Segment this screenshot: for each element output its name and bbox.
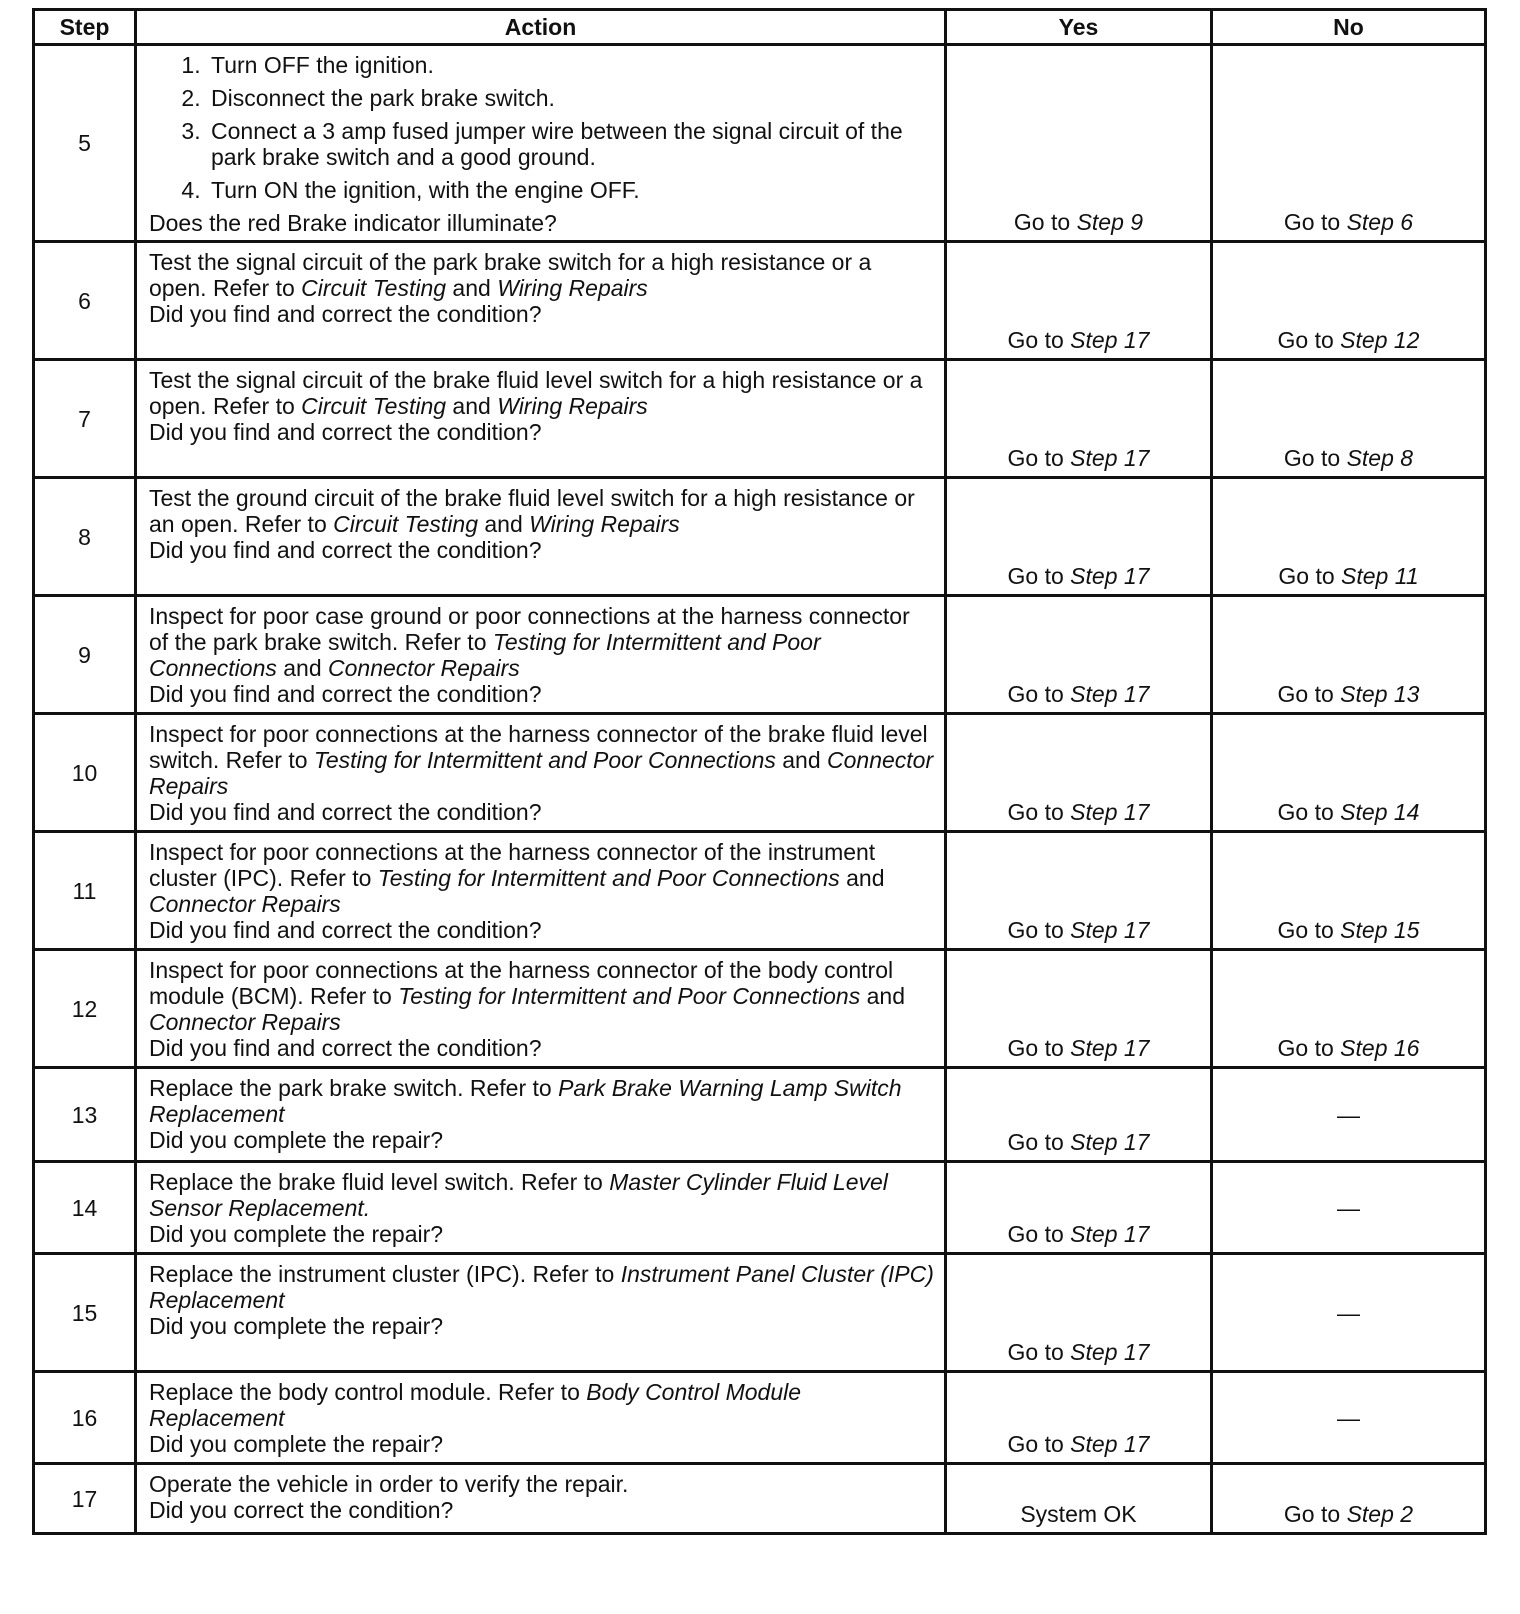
table-row: [34, 714, 1486, 832]
yes-outcome: [946, 1372, 1212, 1464]
header-action: Action: [136, 10, 946, 45]
instruction-text: Test the signal circuit of the brake fluid level switch for a high resistance or a open. Refer to: [149, 367, 923, 419]
action-instruction: [149, 249, 934, 301]
step-number: 12: [34, 950, 136, 1068]
instruction-text: and: [276, 655, 329, 681]
action-content: [149, 603, 934, 707]
reference-link-text: Master Cylinder Fluid Level Sensor Replacement.: [149, 1169, 888, 1221]
header-yes: Yes: [946, 10, 1212, 45]
reference-link-text: Circuit Testing: [333, 511, 478, 537]
action-instruction: [149, 603, 934, 681]
goto-step-reference: Step 9: [1076, 209, 1144, 235]
instruction-text: Inspect for poor connections at the harness connector of the body control module (BCM). Refer to: [149, 957, 894, 1009]
action-cell: [136, 360, 946, 478]
action-cell: [136, 242, 946, 360]
action-question: Did you complete the repair?: [149, 1431, 444, 1457]
header-step: Step: [34, 10, 136, 45]
action-cell: [136, 45, 946, 242]
no-outcome: [1212, 1464, 1486, 1534]
action-question: Did you find and correct the condition?: [149, 537, 542, 563]
goto-prefix: Go to: [1007, 327, 1071, 353]
goto-prefix: Go to: [1283, 445, 1347, 471]
action-content: [149, 1075, 934, 1153]
goto-step-reference: Step 17: [1070, 563, 1150, 589]
yes-outcome: [946, 360, 1212, 478]
no-outcome: [1212, 1068, 1486, 1162]
reference-link-text: Testing for Intermittent and Poor Connections: [398, 983, 861, 1009]
goto-step-reference: Step 17: [1070, 799, 1150, 825]
yes-outcome: [946, 45, 1212, 242]
step-number: 5: [34, 45, 136, 242]
action-instruction: [149, 721, 934, 799]
action-content: [149, 485, 934, 563]
no-outcome: [1212, 242, 1486, 360]
goto-prefix: Go to: [1007, 1035, 1071, 1061]
instruction-text: Inspect for poor connections at the harness connector of the brake fluid level switch. Refer to: [149, 721, 928, 773]
action-question: Did you find and correct the condition?: [149, 681, 542, 707]
action-content: [149, 367, 934, 445]
table-body: [34, 45, 1486, 1534]
no-outcome: [1212, 360, 1486, 478]
table-row: [34, 1464, 1486, 1534]
goto-prefix: Go to: [1007, 1339, 1071, 1365]
action-question: Does the red Brake indicator illuminate?: [149, 210, 557, 236]
action-question: Did you complete the repair?: [149, 1127, 444, 1153]
reference-link-text: Testing for Intermittent and Poor Connections: [313, 747, 776, 773]
no-outcome: [1212, 1372, 1486, 1464]
step-number: 6: [34, 242, 136, 360]
goto-prefix: Go to: [1007, 445, 1071, 471]
goto-step-reference: Step 16: [1340, 1035, 1420, 1061]
no-outcome: [1212, 950, 1486, 1068]
table-row: [34, 478, 1486, 596]
action-question: Did you find and correct the condition?: [149, 301, 542, 327]
goto-prefix: Go to: [1007, 681, 1071, 707]
goto-prefix: Go to: [1283, 209, 1347, 235]
goto-prefix: Go to: [1007, 1431, 1071, 1457]
table-row: [34, 596, 1486, 714]
numbered-step-item: 3. Connect a 3 amp fused jumper wire between the signal circuit of the park brake switch and a good ground.: [207, 118, 934, 170]
goto-prefix: Go to: [1007, 1129, 1071, 1155]
action-question: Did you correct the condition?: [149, 1497, 454, 1523]
action-question: Did you find and correct the condition?: [149, 799, 542, 825]
step-number: 11: [34, 832, 136, 950]
action-cell: [136, 1068, 946, 1162]
reference-link-text: Connector Repairs: [149, 747, 934, 799]
numbered-step-item: 4. Turn ON the ignition, with the engine OFF.: [207, 177, 934, 203]
goto-step-reference: Step 17: [1070, 1431, 1150, 1457]
reference-link-text: Body Control Module Replacement: [149, 1379, 802, 1431]
yes-outcome: [946, 596, 1212, 714]
action-question: Did you complete the repair?: [149, 1313, 444, 1339]
instruction-text: Test the ground circuit of the brake fluid level switch for a high resistance or an open. Refer to: [149, 485, 915, 537]
goto-prefix: Go to: [1277, 917, 1341, 943]
action-cell: [136, 478, 946, 596]
instruction-text: and: [839, 865, 885, 891]
goto-prefix: Go to: [1277, 799, 1341, 825]
goto-prefix: Go to: [1277, 1035, 1341, 1061]
goto-step-reference: Step 17: [1070, 327, 1150, 353]
action-instruction: [149, 957, 934, 1035]
step-number: 10: [34, 714, 136, 832]
action-instruction: [149, 839, 934, 917]
table-row: [34, 242, 1486, 360]
reference-link-text: Wiring Repairs: [497, 275, 648, 301]
action-question: Did you find and correct the condition?: [149, 1035, 542, 1061]
table-row: [34, 832, 1486, 950]
table-row: [34, 1372, 1486, 1464]
table-row: [34, 1254, 1486, 1372]
reference-link-text: Testing for Intermittent and Poor Connections: [377, 865, 840, 891]
goto-step-reference: Step 17: [1070, 1339, 1150, 1365]
action-instruction: [149, 1379, 934, 1431]
goto-prefix: Go to: [1277, 327, 1341, 353]
action-content: [149, 1169, 934, 1247]
reference-link-text: Connector Repairs: [328, 655, 520, 681]
action-instruction: [149, 1075, 934, 1127]
yes-outcome: [946, 242, 1212, 360]
reference-link-text: Instrument Panel Cluster (IPC) Replacement: [149, 1261, 934, 1313]
action-content: [149, 839, 934, 943]
step-number: 7: [34, 360, 136, 478]
no-outcome: [1212, 1254, 1486, 1372]
goto-step-reference: Step 17: [1070, 1129, 1150, 1155]
action-content: [149, 249, 934, 327]
header-no: No: [1212, 10, 1486, 45]
goto-step-reference: Step 17: [1070, 1221, 1150, 1247]
step-number: 14: [34, 1162, 136, 1254]
instruction-text: Inspect for poor connections at the harness connector of the instrument cluster (IPC). Refer to: [149, 839, 876, 891]
action-cell: [136, 1464, 946, 1534]
action-cell: [136, 1372, 946, 1464]
numbered-steps: [149, 52, 934, 210]
yes-outcome: [946, 1162, 1212, 1254]
action-instruction: [149, 1471, 934, 1497]
yes-outcome: [946, 1464, 1212, 1534]
goto-step-reference: Step 2: [1346, 1501, 1414, 1527]
action-instruction: [149, 367, 934, 419]
goto-prefix: Go to: [1278, 563, 1342, 589]
yes-outcome: [946, 950, 1212, 1068]
action-cell: [136, 950, 946, 1068]
goto-step-reference: Step 17: [1070, 445, 1150, 471]
action-cell: [136, 832, 946, 950]
not-applicable-dash: —: [1337, 1404, 1360, 1431]
instruction-text: Replace the brake fluid level switch. Refer to: [149, 1169, 610, 1195]
numbered-step-item: 2. Disconnect the park brake switch.: [207, 85, 934, 111]
action-content: [149, 1261, 934, 1339]
action-content: [149, 1379, 934, 1457]
instruction-text: Test the signal circuit of the park brake switch for a high resistance or a open. Refer to: [149, 249, 872, 301]
action-cell: [136, 1254, 946, 1372]
step-number: 17: [34, 1464, 136, 1534]
reference-link-text: Circuit Testing: [301, 275, 447, 301]
table-row: [34, 360, 1486, 478]
yes-outcome: [946, 1068, 1212, 1162]
action-content: [149, 957, 934, 1061]
action-question: Did you find and correct the condition?: [149, 917, 542, 943]
yes-outcome: [946, 832, 1212, 950]
goto-step-reference: Step 8: [1346, 445, 1414, 471]
goto-prefix: Go to: [1007, 917, 1071, 943]
action-instruction: [149, 1169, 934, 1221]
step-number: 9: [34, 596, 136, 714]
reference-link-text: Testing for Intermittent and Poor Connections: [149, 629, 821, 681]
action-content: [149, 721, 934, 825]
step-number: 13: [34, 1068, 136, 1162]
action-question: Did you complete the repair?: [149, 1221, 444, 1247]
action-content: [149, 1471, 934, 1523]
instruction-text: Replace the park brake switch. Refer to: [149, 1075, 559, 1101]
goto-prefix: Go to: [1007, 799, 1071, 825]
no-outcome: [1212, 478, 1486, 596]
instruction-text: and: [775, 747, 828, 773]
table-row: [34, 45, 1486, 242]
yes-outcome: [946, 478, 1212, 596]
goto-step-reference: Step 17: [1070, 1035, 1150, 1061]
reference-link-text: Park Brake Warning Lamp Switch Replacement: [149, 1075, 902, 1127]
instruction-text: and: [446, 275, 498, 301]
instruction-text: Replace the instrument cluster (IPC). Refer to: [149, 1261, 621, 1287]
table-header-row: [34, 10, 1486, 45]
action-cell: [136, 1162, 946, 1254]
reference-link-text: Connector Repairs: [149, 891, 341, 917]
step-number: 16: [34, 1372, 136, 1464]
instruction-text: and: [446, 393, 498, 419]
goto-prefix: Go to: [1007, 563, 1071, 589]
reference-link-text: Wiring Repairs: [497, 393, 648, 419]
instruction-text: and: [860, 983, 905, 1009]
step-number: 8: [34, 478, 136, 596]
goto-prefix: Go to: [1283, 1501, 1347, 1527]
instruction-text: Replace the body control module. Refer to: [149, 1379, 587, 1405]
action-cell: [136, 714, 946, 832]
goto-step-reference: Step 13: [1340, 681, 1420, 707]
not-applicable-dash: —: [1337, 1101, 1360, 1128]
yes-outcome: [946, 714, 1212, 832]
no-outcome: [1212, 596, 1486, 714]
no-outcome: [1212, 832, 1486, 950]
outcome-text: System OK: [1020, 1501, 1137, 1527]
table-row: [34, 1068, 1486, 1162]
no-outcome: [1212, 45, 1486, 242]
not-applicable-dash: —: [1337, 1299, 1360, 1326]
goto-prefix: Go to: [1277, 681, 1341, 707]
reference-link-text: Circuit Testing: [301, 393, 447, 419]
no-outcome: [1212, 714, 1486, 832]
not-applicable-dash: —: [1337, 1194, 1360, 1221]
action-instruction: [149, 485, 934, 537]
instruction-text: Inspect for poor case ground or poor connections at the harness connector of the park brake switch. Refer to: [149, 603, 910, 655]
goto-step-reference: Step 6: [1346, 209, 1414, 235]
reference-link-text: Connector Repairs: [149, 1009, 341, 1035]
instruction-text: Operate the vehicle in order to verify the repair.: [149, 1471, 629, 1497]
instruction-text: and: [478, 511, 530, 537]
goto-step-reference: Step 17: [1070, 917, 1150, 943]
action-question: Did you find and correct the condition?: [149, 419, 542, 445]
numbered-step-item: 1. Turn OFF the ignition.: [207, 52, 934, 78]
table-row: [34, 950, 1486, 1068]
action-instruction: [149, 1261, 934, 1313]
diagnostic-table-page: [32, 8, 1484, 1535]
goto-step-reference: Step 12: [1340, 327, 1420, 353]
goto-step-reference: Step 17: [1070, 681, 1150, 707]
reference-link-text: Wiring Repairs: [529, 511, 680, 537]
goto-prefix: Go to: [1007, 1221, 1071, 1247]
goto-prefix: Go to: [1013, 209, 1077, 235]
action-cell: [136, 596, 946, 714]
goto-step-reference: Step 14: [1340, 799, 1420, 825]
table-row: [34, 1162, 1486, 1254]
goto-step-reference: Step 11: [1341, 563, 1419, 589]
action-content: [149, 52, 934, 236]
no-outcome: [1212, 1162, 1486, 1254]
step-number: 15: [34, 1254, 136, 1372]
goto-step-reference: Step 15: [1340, 917, 1420, 943]
yes-outcome: [946, 1254, 1212, 1372]
diagnostic-table: [32, 8, 1487, 1535]
